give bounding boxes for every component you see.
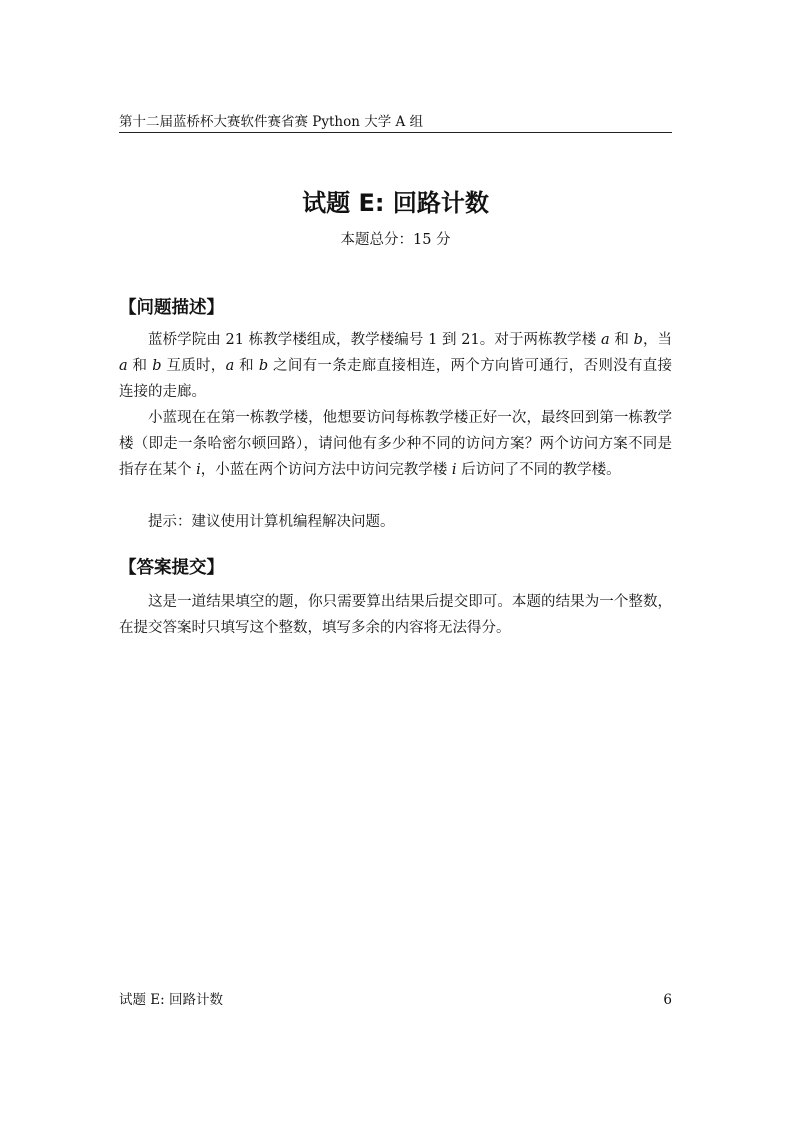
text-segment: ，当: [642, 332, 673, 348]
text-segment: 之间有一条走廊直接相连，两个方向皆可通行，否则没有直接连接的走廊。: [119, 358, 673, 400]
text-segment: 互质时，: [161, 358, 226, 374]
header-rule: [119, 132, 672, 133]
problem-score: 本题总分：15 分: [340, 232, 451, 248]
text-segment: 和: [127, 358, 153, 374]
variable-i: i: [451, 462, 457, 478]
text-segment: ，小蓝在两个访问方法中访问完教学楼: [200, 462, 452, 478]
variable-b: b: [633, 332, 643, 348]
text-segment: 和: [234, 358, 259, 374]
submission-heading: 【答案提交】: [119, 558, 224, 578]
variable-a: a: [119, 358, 128, 374]
text-segment: 小蓝现在在第一栋教学楼，他想要访问每栋教学楼正好一次，最终回到第一栋教学楼（即走一条哈密尔顿回路），请问他有多少种不同的访问方案？两个访问方案不同是指存在某个: [119, 410, 672, 478]
variable-a: a: [601, 332, 610, 348]
description-paragraph-1: [119, 327, 672, 405]
footer-title: 试题 E: 回路计数: [119, 992, 223, 1008]
variable-i: i: [196, 462, 201, 478]
description-paragraph-2: [119, 405, 672, 483]
problem-title: 试题 E: 回路计数: [302, 189, 489, 217]
variable-b: b: [258, 358, 269, 374]
text-segment: 后访问了不同的教学楼。: [456, 462, 621, 478]
text-segment: 和: [609, 332, 634, 348]
variable-a: a: [225, 358, 235, 374]
page-number: 6: [663, 992, 672, 1008]
hint-paragraph: 提示：建议使用计算机编程解决问题。: [148, 514, 395, 530]
variable-b: b: [152, 358, 162, 374]
description-heading: 【问题描述】: [119, 298, 224, 318]
text-segment: 蓝桥学院由 21 栋教学楼组成，教学楼编号 1 到 21。对于两栋教学楼: [148, 332, 601, 348]
submission-paragraph: 这是一道结果填空的题，你只需要算出结果后提交即可。本题的结果为一个整数，在提交答案时只填写这个整数，填写多余的内容将无法得分。: [119, 594, 672, 636]
running-header: 第十二届蓝桥杯大赛软件赛省赛 Python 大学 A 组: [119, 114, 424, 130]
